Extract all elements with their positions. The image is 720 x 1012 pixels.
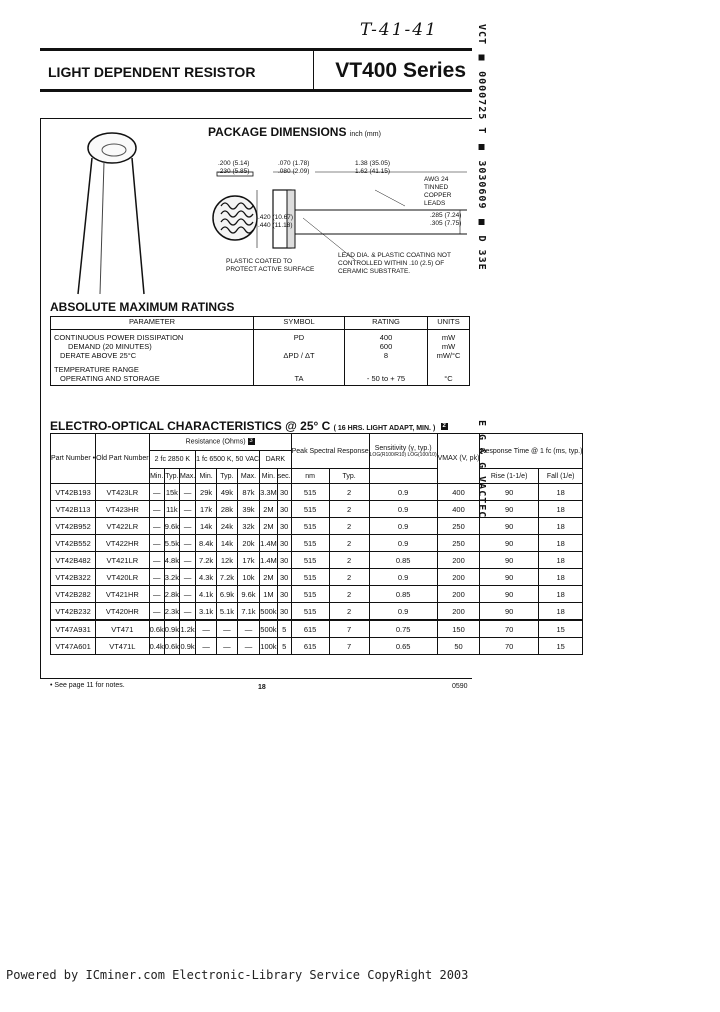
table-cell: 0.85 bbox=[369, 552, 437, 569]
part-number-cell: VT42B193 bbox=[51, 484, 96, 501]
eo-header-vmax: VMAX (V, pk) bbox=[437, 434, 480, 484]
amr-symbols: PD ΔPD / ΔT TA bbox=[254, 330, 345, 386]
eo-header-2fc: 2 fc 2850 K bbox=[149, 451, 196, 469]
part-number-cell: VT42B232 bbox=[51, 603, 96, 621]
table-cell: 2 bbox=[329, 535, 369, 552]
amr-header-rating: RATING bbox=[345, 317, 428, 330]
table-cell: 5.1k bbox=[217, 603, 238, 621]
table-cell: 4.3k bbox=[196, 569, 217, 586]
bottom-frame-line bbox=[40, 678, 472, 679]
dim-height: .420 (10.67) .440 (11.18) bbox=[258, 214, 294, 229]
table-cell: 515 bbox=[291, 552, 329, 569]
table-cell: 6.9k bbox=[217, 586, 238, 603]
table-cell: — bbox=[196, 638, 217, 655]
table-row bbox=[51, 501, 583, 518]
eo-sub-tol: Typ. bbox=[329, 469, 369, 484]
table-cell: 7.2k bbox=[196, 552, 217, 569]
eo-header-peak: Peak Spectral Response bbox=[291, 434, 369, 469]
component-photo bbox=[74, 126, 150, 296]
table-cell: 0.85 bbox=[369, 586, 437, 603]
table-cell: 0.6k bbox=[149, 620, 164, 638]
table-row bbox=[51, 569, 583, 586]
table-cell: 5.5k bbox=[164, 535, 179, 552]
amr-ratings: 400 600 8 - 50 to + 75 bbox=[345, 330, 428, 386]
amr-units: mW mW mW/°C °C bbox=[436, 333, 461, 383]
table-cell: — bbox=[237, 620, 259, 638]
eo-header-sensitivity: Sensitivity (γ, typ.) LOG(R100/R10) LOG(100/10) bbox=[369, 434, 437, 469]
table-cell: 200 bbox=[437, 586, 480, 603]
table-cell: 18 bbox=[538, 518, 583, 535]
table-cell: 70 bbox=[480, 638, 538, 655]
eo-header-part: Part Number • bbox=[51, 434, 96, 484]
table-cell: 2 bbox=[329, 501, 369, 518]
table-cell: 29k bbox=[196, 484, 217, 501]
table-row bbox=[51, 586, 583, 603]
table-cell: 2 bbox=[329, 603, 369, 621]
eo-header-resistance: Resistance (Ohms) 3 bbox=[149, 434, 291, 451]
table-cell: 2.3k bbox=[164, 603, 179, 621]
table-cell: 0.9 bbox=[369, 603, 437, 621]
table-cell: — bbox=[149, 518, 164, 535]
table-cell: 2 bbox=[329, 569, 369, 586]
table-cell: 0.9 bbox=[369, 501, 437, 518]
eo-header-old-part: Old Part Number bbox=[96, 434, 150, 484]
part-number-cell: VT47A931 bbox=[51, 620, 96, 638]
table-cell: 2 bbox=[329, 518, 369, 535]
table-cell: VT471L bbox=[96, 638, 150, 655]
table-cell: VT423LR bbox=[96, 484, 150, 501]
table-cell: 14k bbox=[196, 518, 217, 535]
table-cell: 0.6k bbox=[164, 638, 179, 655]
table-cell: 615 bbox=[291, 638, 329, 655]
left-frame-line bbox=[40, 118, 41, 678]
dim-lead-length: 1.38 (35.05) 1.62 (41.15) bbox=[355, 160, 391, 175]
side-company-code: E G & G VACTEC bbox=[476, 420, 487, 519]
table-cell: 30 bbox=[277, 603, 291, 621]
table-cell: 200 bbox=[437, 552, 480, 569]
eo-sub-max-1fc: Max. bbox=[237, 469, 259, 484]
table-cell: — bbox=[149, 569, 164, 586]
table-row bbox=[51, 638, 583, 655]
table-cell: 7 bbox=[329, 638, 369, 655]
table-row bbox=[51, 552, 583, 569]
table-cell: 90 bbox=[480, 552, 538, 569]
table-cell: VT422HR bbox=[96, 535, 150, 552]
table-cell: 8.4k bbox=[196, 535, 217, 552]
part-number-cell: VT47A601 bbox=[51, 638, 96, 655]
table-cell: 30 bbox=[277, 518, 291, 535]
table-cell: 0.9 bbox=[369, 518, 437, 535]
eo-sub-min-1fc: Min. bbox=[196, 469, 217, 484]
table-cell: 515 bbox=[291, 484, 329, 501]
table-cell: 15k bbox=[164, 484, 179, 501]
table-cell: VT420LR bbox=[96, 569, 150, 586]
table-cell: 0.4k bbox=[149, 638, 164, 655]
table-cell: 515 bbox=[291, 518, 329, 535]
table-cell: VT421HR bbox=[96, 586, 150, 603]
table-cell: 9.6k bbox=[237, 586, 259, 603]
top-frame-line bbox=[40, 118, 472, 119]
part-number-cell: VT42B482 bbox=[51, 552, 96, 569]
table-cell: 615 bbox=[291, 620, 329, 638]
table-cell: VT422LR bbox=[96, 518, 150, 535]
eo-sub-typ: Typ. bbox=[164, 469, 179, 484]
table-cell: 90 bbox=[480, 569, 538, 586]
table-cell: — bbox=[179, 484, 195, 501]
table-cell: — bbox=[196, 620, 217, 638]
table-cell: — bbox=[217, 620, 238, 638]
dim-width: .200 (5.14) .230 (5.85) bbox=[218, 160, 250, 175]
table-cell: — bbox=[237, 638, 259, 655]
table-cell: — bbox=[149, 586, 164, 603]
table-cell: — bbox=[149, 484, 164, 501]
page-header bbox=[40, 48, 472, 92]
table-cell: 90 bbox=[480, 586, 538, 603]
table-cell: 7.1k bbox=[237, 603, 259, 621]
table-cell: 28k bbox=[217, 501, 238, 518]
table-cell: 18 bbox=[538, 552, 583, 569]
table-cell: 20k bbox=[237, 535, 259, 552]
table-cell: — bbox=[149, 552, 164, 569]
table-cell: 15 bbox=[538, 638, 583, 655]
table-cell: 4.8k bbox=[164, 552, 179, 569]
table-cell: 200 bbox=[437, 569, 480, 586]
package-dimensions-title: PACKAGE DIMENSIONS inch (mm) bbox=[208, 125, 381, 139]
table-cell: 39k bbox=[237, 501, 259, 518]
table-cell: VT421LR bbox=[96, 552, 150, 569]
table-cell: 10k bbox=[237, 569, 259, 586]
footnote: • See page 11 for notes. bbox=[50, 682, 125, 689]
table-cell: 2 bbox=[329, 484, 369, 501]
table-cell: 500k bbox=[260, 620, 278, 638]
table-cell: 18 bbox=[538, 586, 583, 603]
part-number-cell: VT42B282 bbox=[51, 586, 96, 603]
dim-thickness: .070 (1.78) .080 (2.09) bbox=[278, 160, 310, 175]
plastic-note: PLASTIC COATED TO PROTECT ACTIVE SURFACE bbox=[226, 258, 315, 273]
table-cell: 15 bbox=[538, 620, 583, 638]
table-cell: 0.9 bbox=[369, 569, 437, 586]
eo-sub-dark-sec: sec. bbox=[277, 469, 291, 484]
table-cell: 18 bbox=[538, 501, 583, 518]
eo-header-dark: DARK bbox=[260, 451, 292, 469]
table-cell: 0.9k bbox=[179, 638, 195, 655]
amr-header-units: UNITS bbox=[428, 317, 470, 330]
table-cell: 2 bbox=[329, 552, 369, 569]
table-cell: — bbox=[149, 535, 164, 552]
table-cell: 0.65 bbox=[369, 638, 437, 655]
eo-sub-nm: nm bbox=[291, 469, 329, 484]
table-cell: 2M bbox=[260, 501, 278, 518]
table-cell: 3.3M bbox=[260, 484, 278, 501]
table-cell: 30 bbox=[277, 535, 291, 552]
table-cell: 30 bbox=[277, 501, 291, 518]
table-cell: 1.4M bbox=[260, 552, 278, 569]
table-cell: 70 bbox=[480, 620, 538, 638]
table-cell: 12k bbox=[217, 552, 238, 569]
table-cell: 1.2k bbox=[179, 620, 195, 638]
amr-parameters: CONTINUOUS POWER DISSIPATION DEMAND (20 MINUTES) DERATE ABOVE 25°C TEMPERATURE RANGE OPERATING AND STORAGE bbox=[51, 330, 254, 386]
table-cell: 400 bbox=[437, 501, 480, 518]
table-cell: 2M bbox=[260, 518, 278, 535]
eo-sub-typ-1fc: Typ. bbox=[217, 469, 238, 484]
eo-header-1fc: 1 fc 6500 K, 50 VAC bbox=[196, 451, 260, 469]
side-lot-code: VCT ■ 0000725 T ■ 3030609 ■ D 33E bbox=[476, 24, 487, 271]
table-cell: 0.75 bbox=[369, 620, 437, 638]
table-cell: 515 bbox=[291, 586, 329, 603]
table-cell: 500k bbox=[260, 603, 278, 621]
table-cell: 50 bbox=[437, 638, 480, 655]
table-cell: VT420HR bbox=[96, 603, 150, 621]
table-cell: 515 bbox=[291, 535, 329, 552]
table-cell: — bbox=[179, 518, 195, 535]
table-cell: 4.1k bbox=[196, 586, 217, 603]
table-row bbox=[51, 518, 583, 535]
header-divider bbox=[313, 48, 314, 92]
lead-note: AWG 24 TINNED COPPER LEADS bbox=[424, 176, 452, 207]
table-cell: 250 bbox=[437, 535, 480, 552]
lead-diameter-note: LEAD DIA. & PLASTIC COATING NOT CONTROLLED WITHIN .10 (2.5) OF CERAMIC SUBSTRATE. bbox=[338, 252, 451, 275]
abs-max-title: ABSOLUTE MAXIMUM RATINGS bbox=[50, 300, 235, 314]
part-number-cell: VT42B113 bbox=[51, 501, 96, 518]
amr-header-parameter: PARAMETER bbox=[51, 317, 254, 330]
table-cell: 18 bbox=[538, 535, 583, 552]
page-number: 18 bbox=[258, 684, 266, 691]
table-cell: — bbox=[179, 569, 195, 586]
table-cell: 30 bbox=[277, 569, 291, 586]
table-row bbox=[51, 603, 583, 621]
table-cell: 250 bbox=[437, 518, 480, 535]
credit-line: Powered by ICminer.com Electronic-Library Service CopyRight 2003 bbox=[6, 968, 469, 982]
table-cell: VT471 bbox=[96, 620, 150, 638]
table-cell: 2 bbox=[329, 586, 369, 603]
table-cell: 3.1k bbox=[196, 603, 217, 621]
table-cell: 515 bbox=[291, 569, 329, 586]
dim-lead-spacing: .285 (7.24) .305 (7.75) bbox=[430, 212, 462, 227]
table-cell: 200 bbox=[437, 603, 480, 621]
table-cell: 100k bbox=[260, 638, 278, 655]
table-cell: 1.4M bbox=[260, 535, 278, 552]
table-cell: 24k bbox=[217, 518, 238, 535]
table-cell: 7 bbox=[329, 620, 369, 638]
eo-title: ELECTRO-OPTICAL CHARACTERISTICS @ 25° C ( 16 HRS. LIGHT ADAPT, MIN. ) 2 bbox=[50, 419, 446, 433]
table-cell: 2M bbox=[260, 569, 278, 586]
table-cell: 9.6k bbox=[164, 518, 179, 535]
part-number-cell: VT42B952 bbox=[51, 518, 96, 535]
table-cell: 11k bbox=[164, 501, 179, 518]
table-cell: 30 bbox=[277, 484, 291, 501]
handwritten-reference: T-41-41 bbox=[360, 20, 438, 40]
table-cell: 1M bbox=[260, 586, 278, 603]
eo-sub-max: Max. bbox=[179, 469, 195, 484]
table-cell: 150 bbox=[437, 620, 480, 638]
table-cell: 30 bbox=[277, 552, 291, 569]
eo-header-response: Response Time @ 1 fc (ms, typ.) bbox=[480, 434, 583, 469]
table-cell: 17k bbox=[237, 552, 259, 569]
part-number-cell: VT42B552 bbox=[51, 535, 96, 552]
table-cell: — bbox=[179, 603, 195, 621]
series-title: VT400 Series bbox=[335, 59, 466, 82]
table-cell: 3.2k bbox=[164, 569, 179, 586]
header-title: LIGHT DEPENDENT RESISTOR bbox=[48, 64, 256, 80]
eo-sub-sens-blank bbox=[369, 469, 437, 484]
table-cell: 49k bbox=[217, 484, 238, 501]
table-cell: VT423HR bbox=[96, 501, 150, 518]
table-cell: 0.9 bbox=[369, 484, 437, 501]
table-cell: — bbox=[149, 501, 164, 518]
table-cell: — bbox=[217, 638, 238, 655]
eo-sub-dark-min: Min. bbox=[260, 469, 278, 484]
part-number-cell: VT42B322 bbox=[51, 569, 96, 586]
table-cell: 0.9k bbox=[164, 620, 179, 638]
table-cell: 7.2k bbox=[217, 569, 238, 586]
table-cell: 0.9 bbox=[369, 535, 437, 552]
table-cell: — bbox=[149, 603, 164, 621]
table-cell: 90 bbox=[480, 518, 538, 535]
table-row bbox=[51, 535, 583, 552]
table-cell: 90 bbox=[480, 501, 538, 518]
table-cell: 87k bbox=[237, 484, 259, 501]
table-cell: 515 bbox=[291, 501, 329, 518]
eo-table bbox=[50, 433, 583, 655]
table-cell: 18 bbox=[538, 484, 583, 501]
table-cell: 17k bbox=[196, 501, 217, 518]
table-cell: 14k bbox=[217, 535, 238, 552]
eo-sub-rise: Rise (1-1/e) bbox=[480, 469, 538, 484]
table-cell: 400 bbox=[437, 484, 480, 501]
table-cell: 18 bbox=[538, 569, 583, 586]
eo-sub-fall: Fall (1/e) bbox=[538, 469, 583, 484]
table-cell: 18 bbox=[538, 603, 583, 621]
table-row bbox=[51, 484, 583, 501]
table-cell: 90 bbox=[480, 484, 538, 501]
table-cell: 5 bbox=[277, 620, 291, 638]
abs-max-table bbox=[50, 316, 470, 386]
amr-header-symbol: SYMBOL bbox=[254, 317, 345, 330]
table-cell: — bbox=[179, 552, 195, 569]
table-cell: 5 bbox=[277, 638, 291, 655]
table-cell: 32k bbox=[237, 518, 259, 535]
table-cell: 30 bbox=[277, 586, 291, 603]
table-cell: — bbox=[179, 501, 195, 518]
table-cell: — bbox=[179, 535, 195, 552]
table-cell: — bbox=[179, 586, 195, 603]
doc-code: 0590 bbox=[452, 683, 468, 690]
table-row bbox=[51, 620, 583, 638]
table-cell: 90 bbox=[480, 535, 538, 552]
table-cell: 2.8k bbox=[164, 586, 179, 603]
table-cell: 90 bbox=[480, 603, 538, 621]
eo-sub-min: Min. bbox=[149, 469, 164, 484]
table-cell: 515 bbox=[291, 603, 329, 621]
